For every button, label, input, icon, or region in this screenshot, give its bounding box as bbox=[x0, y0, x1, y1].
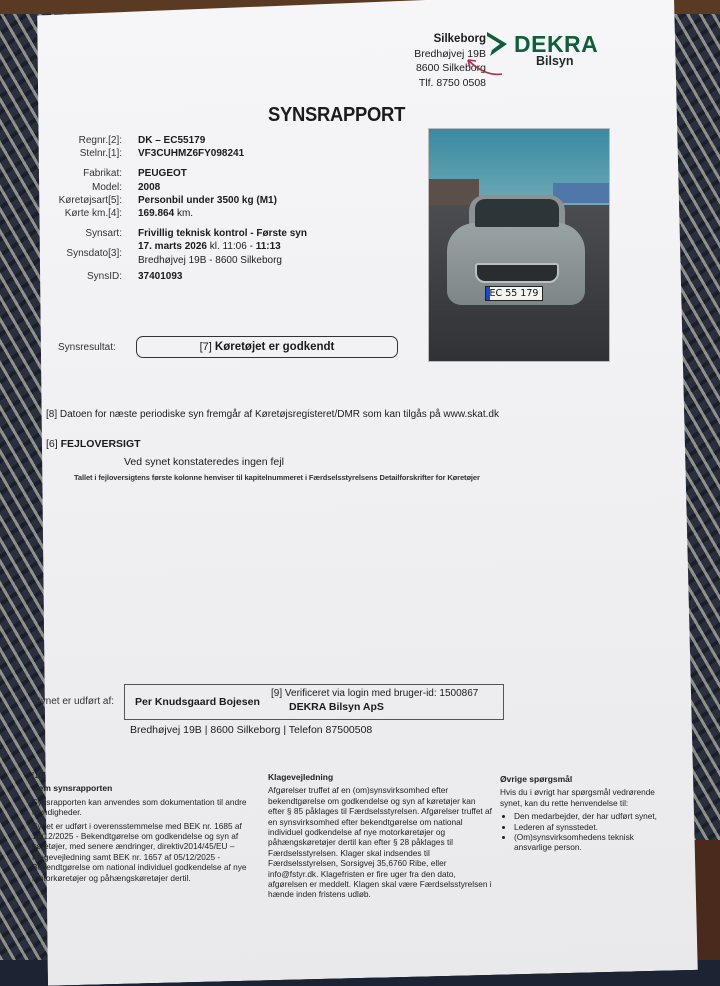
field-value bbox=[138, 240, 282, 266]
office-phone: Tlf. 8750 0508 bbox=[418, 76, 486, 89]
footer-code: [10] bbox=[32, 770, 46, 780]
field-label: SynsID: bbox=[86, 270, 122, 282]
field-fabrikat bbox=[44, 167, 424, 180]
field-label: Synsart: bbox=[85, 228, 122, 240]
contact-list-item: • Den medarbejder, der har udført synet, bbox=[514, 811, 670, 821]
syn-location: Bredhøjvej 19B - 8600 Silkeborg bbox=[138, 254, 282, 266]
report-content bbox=[24, 6, 720, 966]
footer-paragraph: Synet er udført i overensstemmelse med BEK nr. 1685 af 16/12/2025 - Bekendtgørelse om godkendelse og syn af køretøjer, med senere ændringer, direktiv2014/45/EU – Klagevejledning samt BEK nr. 1657 af 05/12/2025 - Bekendtgørelse om national individuel godkendelse af nye motorkøretøjer og påhængskøretøjer dertil. bbox=[32, 820, 247, 883]
footer-paragraph: Hvis du i øvrigt har spørgsmål vedrørende synet, kan du rette henvendelse til: bbox=[500, 787, 655, 808]
field-label: Regnr.[2]: bbox=[78, 135, 122, 146]
result-code: [7] bbox=[199, 341, 212, 353]
syn-time-end: 11:13 bbox=[255, 241, 281, 253]
signature-box bbox=[124, 684, 504, 720]
field-value: 2008 bbox=[138, 181, 161, 193]
field-koretojsart bbox=[44, 194, 424, 207]
field-label: Køretøjsart[5]: bbox=[58, 194, 122, 206]
field-label: Synsdato[3]: bbox=[66, 248, 122, 260]
field-value bbox=[138, 207, 193, 220]
office-postal: 8600 Silkeborg bbox=[415, 62, 486, 74]
contact-list-item: • (Om)synsvirksomhedens teknisk ansvarlige person. bbox=[514, 832, 670, 853]
field-value: PEUGEOT bbox=[138, 168, 187, 180]
field-synsid bbox=[44, 270, 424, 283]
result-label: Synsresultat: bbox=[58, 342, 116, 353]
company-name: DEKRA Bilsyn ApS bbox=[289, 701, 384, 713]
company-address-line: Bredhøjvej 19B | 8600 Silkeborg | Telefon 87500508 bbox=[130, 724, 373, 736]
fejloversigt-note: Tallet i fejloversigtens første kolonne henviser til kapitelnummeret i Færdselsstyrelsens Detailforskrifter for Køretøjer bbox=[74, 473, 480, 482]
dekra-logo-icon bbox=[484, 30, 510, 58]
field-value: Personbil under 3500 kg (M1) bbox=[138, 194, 277, 206]
fejloversigt-code: [6] bbox=[46, 438, 58, 450]
footer-col-save-report bbox=[32, 770, 257, 886]
office-city: Silkeborg bbox=[433, 33, 486, 45]
field-synsart bbox=[44, 227, 424, 240]
contact-list bbox=[500, 811, 670, 853]
fejloversigt-title: FEJLOVERSIGT bbox=[60, 438, 141, 450]
license-plate: EC 55 179 bbox=[485, 286, 543, 301]
signature-label: Synet er udført af: bbox=[34, 696, 115, 707]
office-street: Bredhøjvej 19B bbox=[414, 47, 486, 60]
field-value: Frivillig teknisk kontrol - Første syn bbox=[138, 228, 307, 240]
field-regnr bbox=[44, 134, 424, 147]
handwritten-arrow-icon bbox=[464, 56, 504, 78]
field-label: Fabrikat: bbox=[83, 168, 122, 180]
field-model bbox=[44, 181, 424, 194]
field-stelnr bbox=[44, 147, 424, 160]
field-km bbox=[44, 207, 424, 220]
km-value: 169.864 bbox=[138, 208, 175, 220]
field-value: 37401093 bbox=[138, 270, 183, 282]
field-label: Stelnr.[1]: bbox=[79, 148, 122, 160]
footer-heading: Klagevejledning bbox=[268, 772, 334, 782]
footer-col-complaints bbox=[268, 772, 493, 903]
field-label: Kørte km.[4]: bbox=[64, 208, 122, 220]
field-label: Model: bbox=[91, 181, 122, 193]
vehicle-fields bbox=[44, 134, 424, 283]
contact-list-item: • Lederen af synsstedet. bbox=[514, 822, 670, 832]
km-unit: km. bbox=[176, 208, 194, 220]
verified-note: [9] Verificeret via login med bruger-id: 1500867 bbox=[271, 688, 479, 699]
footer-col-other-questions bbox=[500, 774, 670, 853]
field-value: VF3CUHMZ6FY098241 bbox=[138, 148, 245, 160]
fejloversigt-none: Ved synet konstateredes ingen fejl bbox=[124, 456, 284, 468]
fejloversigt-heading bbox=[46, 438, 141, 450]
field-value: DK – EC55179 bbox=[138, 135, 206, 146]
field-synsdato bbox=[44, 240, 424, 266]
inspector-name: Per Knudsgaard Bojesen bbox=[135, 696, 260, 708]
footer-heading: Øvrige spørgsmål bbox=[500, 774, 573, 784]
vehicle-photo bbox=[428, 128, 610, 362]
syn-date: 17. marts 2026 bbox=[138, 241, 207, 253]
footer-paragraph: Afgørelser truffet af en (om)synsvirksomhed efter bekendtgørelse om godkendelse og syn af køretøjer kan efter § 85 påklages til Færdselsstyrelsen. Afgørelser truffet af en synsvirksomhed efter bekendtgørelse om national individuel godkendelse af nye motorkøretøjer og påhængskøretøjer dertil kan efter § 28 påklages til Færdselsstyrelsen. Klager skal indsendes til Færdselsstyrelsen, Sorsigvej 35,6760 Ribe, eller info@fstyr.dk. Klagefristen er fire uger fra den dato, afgørelsen er meddelt. Klagen skal være Færdselsstyrelsen i hænde inden fristens udløb. bbox=[268, 785, 492, 900]
footer-paragraph: Synsrapporten kan anvendes som dokumentation til andre myndigheder. bbox=[32, 796, 247, 818]
next-inspection-note: [8] Datoen for næste periodiske syn fremgår af Køretøjsregisteret/DMR som kan tilgås på www.skat.dk bbox=[46, 409, 499, 420]
result-text: Køretøjet er godkendt bbox=[214, 341, 335, 353]
logo-sub: Bilsyn bbox=[536, 54, 574, 68]
result-box bbox=[136, 336, 398, 358]
syn-time-start: kl. 11:06 - bbox=[209, 241, 253, 253]
footer-heading: Gem synsrapporten bbox=[32, 783, 113, 794]
page-title: SYNSRAPPORT bbox=[268, 104, 406, 126]
logo-brand: DEKRA bbox=[514, 31, 599, 57]
